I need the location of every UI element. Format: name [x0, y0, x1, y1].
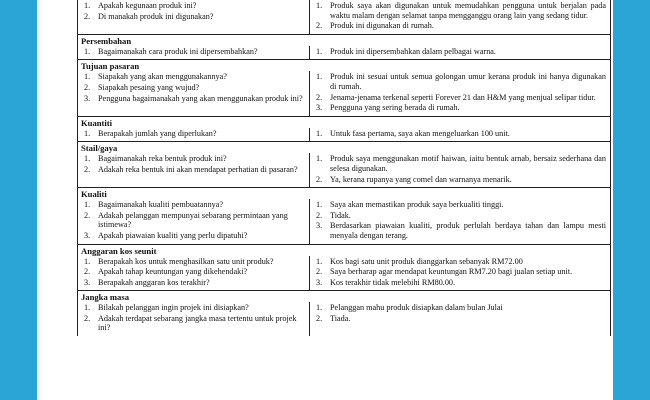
answer-item [313, 200, 606, 210]
answer-number: 2. [316, 21, 323, 31]
question-number: 1. [84, 128, 91, 138]
question-column [78, 256, 310, 291]
question-number: 2. [84, 164, 91, 174]
question-text: Adakah reka bentuk ini akan mendapat perhatian di pasaran? [98, 164, 298, 174]
answer-text: Pengguna yang sering berada di rumah. [330, 103, 460, 113]
answer-text: Untuk fasa pertama, saya akan mengeluarkan 100 unit. [330, 128, 510, 138]
answer-item [313, 103, 606, 113]
answer-number: 1. [316, 128, 323, 138]
question-column [78, 199, 310, 243]
table-section [78, 141, 610, 187]
answer-number: 1. [316, 46, 323, 56]
answer-item [313, 278, 606, 288]
question-item [81, 12, 305, 22]
answer-column [310, 256, 610, 291]
question-item [81, 47, 305, 57]
question-column [78, 0, 310, 34]
question-number: 1. [84, 256, 91, 266]
question-item [81, 154, 305, 164]
question-item [81, 314, 305, 333]
table-section [78, 244, 610, 291]
question-text: Apakah kegunaan produk ini? [98, 1, 197, 10]
answer-item [313, 1, 606, 20]
question-number: 1. [84, 303, 91, 313]
question-item [81, 303, 305, 313]
answer-number: 1. [316, 303, 323, 313]
answer-text: Kos terakhir tidak melebihi RM80.00. [330, 277, 456, 287]
answer-text: Produk saya menggunakan motif haiwan, iaitu bentuk arnab, bersaiz sederhana dan selesa digunakan. [330, 154, 606, 173]
design-spec-table [77, 0, 611, 336]
question-item [81, 257, 305, 267]
question-number: 2. [84, 267, 91, 277]
section-rows [78, 128, 610, 142]
section-heading: Anggaran kos seunit [81, 245, 157, 256]
question-text: Berapakah kos untuk menghasilkan satu unit produk? [98, 256, 274, 266]
section-heading: Jangka masa [81, 292, 129, 303]
question-item [81, 211, 305, 230]
answer-item [313, 221, 606, 240]
question-column [78, 128, 310, 142]
section-rows [78, 302, 610, 336]
answer-item [313, 21, 606, 31]
table-section [78, 0, 610, 34]
question-number: 1. [84, 72, 91, 82]
question-text: Siapakah pesaing yang wujud? [98, 82, 200, 92]
section-heading: Kuantiti [81, 117, 113, 128]
answer-text: Ya, kerana rupanya yang comel dan warnanya menarik. [330, 174, 512, 184]
answer-number: 1. [316, 200, 323, 210]
question-text: Di manakah produk ini digunakan? [98, 11, 214, 21]
question-number: 1. [84, 154, 91, 164]
table-section [78, 290, 610, 336]
section-heading: Kualiti [81, 189, 107, 200]
table-section [78, 116, 610, 142]
answer-text: Tiada. [330, 313, 351, 323]
page-shadow [37, 0, 43, 400]
question-column [78, 46, 310, 60]
answer-text: Jenama-jenama terkenal seperti Forever 21 dan H&M yang menjual selipar tidur. [330, 92, 596, 102]
question-text: Berapakah anggaran kos terakhir? [98, 277, 210, 287]
question-text: Adakah terdapat sebarang jangka masa tertentu untuk projek ini? [98, 313, 297, 333]
answer-item [313, 314, 606, 324]
question-number: 2. [84, 313, 91, 323]
question-number: 2. [84, 210, 91, 220]
question-text: Adakah pelanggan mempunyai sebarang permintaan yang istimewa? [98, 210, 288, 230]
question-item [81, 231, 305, 241]
question-column [78, 71, 310, 115]
answer-item [313, 211, 606, 221]
answer-number: 2. [316, 267, 323, 277]
answer-number: 3. [316, 221, 323, 231]
answer-column [310, 0, 610, 34]
answer-text: Pelanggan mahu produk disiapkan dalam bulan Julai [330, 303, 503, 313]
question-text: Apakah tahap keuntungan yang dikehendaki? [98, 267, 248, 277]
document-page [37, 0, 613, 400]
answer-column [310, 199, 610, 243]
section-rows [78, 153, 610, 187]
answer-number: 2. [316, 92, 323, 102]
answer-item [313, 129, 606, 139]
question-number: 3. [84, 230, 91, 240]
question-item [81, 165, 305, 175]
answer-text: Saya akan memastikan produk saya berkualiti tinggi. [330, 200, 504, 210]
section-heading: Stail/gaya [81, 143, 118, 154]
table-section [78, 34, 610, 60]
section-rows [78, 46, 610, 60]
answer-number: 2. [316, 174, 323, 184]
answer-item [313, 93, 606, 103]
answer-number: 1. [316, 154, 323, 164]
answer-text: Berdasarkan piawaian kualiti, produk perlulah berdaya tahan dan lampu mesti menyala dengan terang. [330, 221, 606, 240]
answer-text: Produk ini dipersembahkan dalam pelbagai warna. [330, 46, 496, 56]
question-text: Bagaimanakah reka bentuk produk ini? [98, 154, 227, 164]
answer-column [310, 302, 610, 336]
question-column [78, 302, 310, 336]
answer-number: 1. [316, 1, 323, 10]
question-item [81, 129, 305, 139]
question-text: Siapakah yang akan menggunakannya? [98, 72, 227, 82]
answer-number: 2. [316, 210, 323, 220]
answer-item [313, 303, 606, 313]
answer-column [310, 71, 610, 115]
question-text: Bagaimanakah kualiti pembuatannya? [98, 200, 224, 210]
table-section [78, 187, 610, 243]
answer-item [313, 267, 606, 277]
answer-item [313, 47, 606, 57]
question-number: 1. [84, 200, 91, 210]
question-item [81, 94, 305, 104]
question-item [81, 1, 305, 11]
answer-number: 3. [316, 277, 323, 287]
answer-number: 1. [316, 256, 323, 266]
question-text: Bagaimanakah cara produk ini dipersembahkan? [98, 46, 258, 56]
question-item [81, 83, 305, 93]
section-rows [78, 71, 610, 115]
answer-column [310, 128, 610, 142]
question-number: 2. [84, 11, 91, 21]
answer-text: Tidak. [330, 210, 351, 220]
question-number: 1. [84, 1, 91, 10]
answer-item [313, 154, 606, 173]
answer-text: Kos bagi satu unit produk dianggarkan sebanyak RM72.00 [330, 256, 523, 266]
table-section [78, 59, 610, 115]
question-number: 1. [84, 46, 91, 56]
answer-item [313, 72, 606, 91]
section-heading: Tujuan pasaran [81, 61, 140, 72]
answer-text: Produk ini digunakan di rumah. [330, 21, 434, 31]
answer-number: 3. [316, 103, 323, 113]
answer-text: Produk saya akan digunakan untuk memudahkan pengguna untuk berjalan pada waktu malam dengan selamat tanpa mengganggu orang lain yang sedang tidur. [330, 1, 606, 20]
answer-item [313, 257, 606, 267]
section-rows [78, 256, 610, 291]
question-text: Pengguna bagaimanakah yang akan menggunakan produk ini? [98, 93, 303, 103]
question-number: 3. [84, 277, 91, 287]
question-item [81, 278, 305, 288]
answer-text: Produk ini sesuai untuk semua golongan umur kerana produk ini hanya digunakan di rumah. [330, 72, 606, 91]
question-column [78, 153, 310, 187]
question-number: 2. [84, 82, 91, 92]
question-text: Apakah piawaian kualiti yang perlu dipatuhi? [98, 230, 248, 240]
question-text: Berapakah jumlah yang diperlukan? [98, 128, 217, 138]
section-rows [78, 0, 610, 34]
answer-column [310, 46, 610, 60]
question-item [81, 72, 305, 82]
question-number: 3. [84, 93, 91, 103]
question-item [81, 267, 305, 277]
question-text: Bilakah pelanggan ingin projek ini disiapkan? [98, 303, 249, 313]
answer-text: Saya berharap agar mendapat keuntungan RM7.20 bagi jualan setiap unit. [330, 267, 573, 277]
question-item [81, 200, 305, 210]
section-rows [78, 199, 610, 243]
section-heading: Persembahan [81, 35, 132, 46]
answer-column [310, 153, 610, 187]
answer-number: 2. [316, 313, 323, 323]
answer-item [313, 175, 606, 185]
answer-number: 1. [316, 72, 323, 82]
